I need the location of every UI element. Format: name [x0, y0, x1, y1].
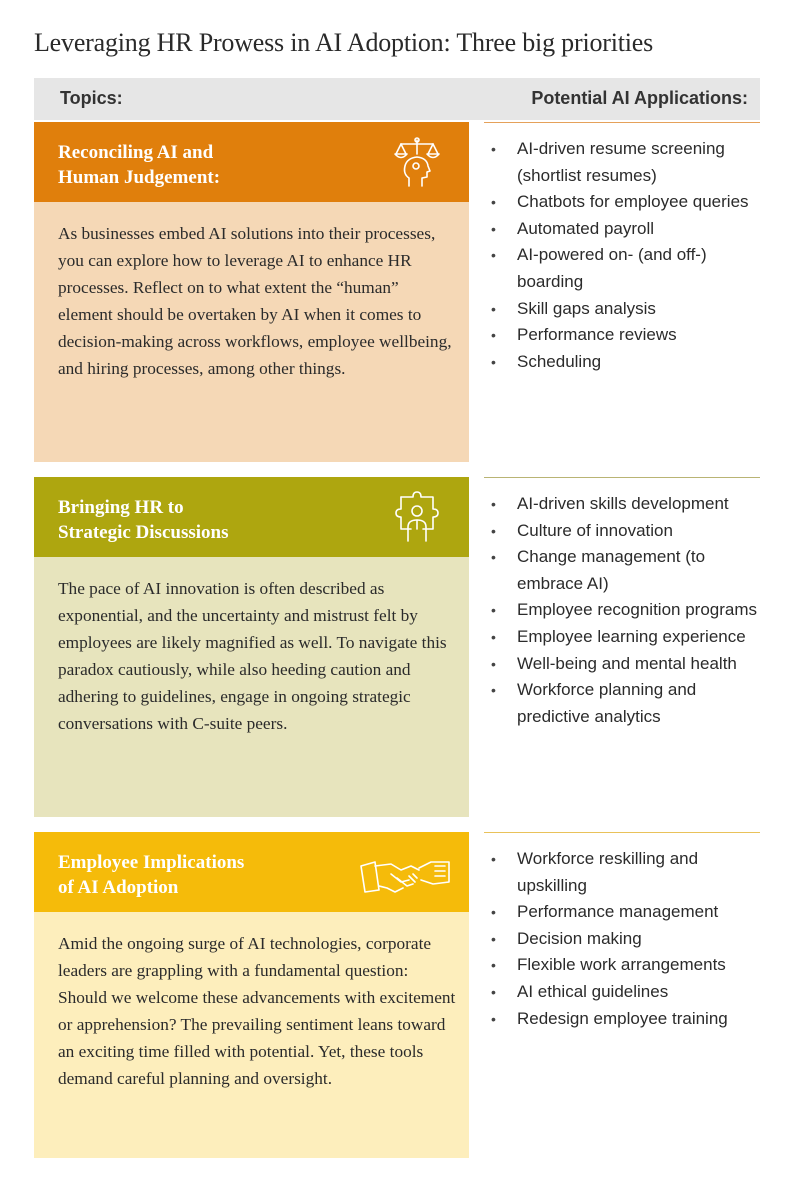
list-item: [491, 518, 761, 545]
scales-head-icon: [389, 134, 445, 190]
topic-header: [34, 832, 469, 912]
application-label: Redesign employee training: [517, 1008, 728, 1028]
topic-title: Bringing HR to Strategic Discussions: [58, 497, 229, 543]
list-item: [491, 322, 761, 349]
bullet-icon: •: [491, 930, 496, 947]
list-item: [491, 979, 761, 1006]
list-item: [491, 677, 761, 730]
applications-list: [491, 136, 761, 375]
list-item: [491, 242, 761, 295]
divider: [484, 122, 760, 123]
list-item: [491, 624, 761, 651]
application-label: AI-powered on- (and off-) boarding: [517, 245, 707, 291]
topic-header: [34, 477, 469, 557]
application-label: Change management (to embrace AI): [517, 547, 706, 593]
application-label: Performance management: [517, 902, 719, 922]
applications-list: [491, 491, 761, 730]
application-label: AI-driven skills development: [517, 494, 729, 513]
person-puzzle-icon: [389, 489, 445, 545]
header-applications: Potential AI Applications:: [531, 88, 748, 108]
bullet-icon: •: [491, 496, 496, 512]
list-item: [491, 926, 761, 953]
list-item: [491, 136, 761, 189]
bullet-icon: •: [491, 522, 496, 539]
topic-title: Employee Implications of AI Adoption: [58, 852, 245, 898]
bullet-icon: •: [491, 194, 496, 211]
table-header: [34, 78, 760, 120]
divider: [484, 477, 760, 478]
application-label: Automated payroll: [517, 218, 655, 238]
bullet-icon: •: [491, 655, 496, 672]
application-label: AI ethical guidelines: [517, 981, 669, 1001]
bullet-icon: •: [491, 851, 496, 867]
applications-list: [491, 846, 761, 1032]
application-label: Culture of innovation: [517, 520, 673, 540]
list-item: [491, 544, 761, 597]
bullet-icon: •: [491, 904, 496, 921]
topic-body: [34, 202, 469, 462]
bullet-icon: •: [491, 220, 496, 237]
topic-title: Reconciling AI and Human Judgement:: [58, 142, 221, 188]
bullet-icon: •: [491, 1010, 496, 1027]
bullet-icon: •: [491, 141, 496, 157]
robot-handshake-icon: [357, 844, 453, 900]
header-topics: Topics:: [60, 88, 123, 108]
list-item: [491, 349, 761, 376]
application-label: Decision making: [517, 928, 642, 948]
bullet-icon: •: [491, 957, 496, 974]
topic-body: [34, 557, 469, 817]
divider: [484, 832, 760, 833]
bullet-icon: •: [491, 327, 496, 344]
list-item: [491, 296, 761, 323]
application-label: Performance reviews: [517, 325, 677, 345]
application-label: AI-driven resume screening (shortlist resumes): [517, 139, 725, 185]
list-item: [491, 216, 761, 243]
application-label: Chatbots for employee queries: [517, 192, 749, 212]
application-label: Workforce planning and predictive analytics: [517, 680, 697, 726]
bullet-icon: •: [491, 300, 496, 317]
list-item: [491, 952, 761, 979]
application-label: Employee learning experience: [517, 626, 746, 646]
topic-body: [34, 912, 469, 1158]
list-item: [491, 651, 761, 678]
topic-description: As businesses embed AI solutions into their processes, you can explore how to leverage AI to enhance HR processes. Reflect on to what extent the “human” element should be overtaken by AI when it comes to decision-making across workflows, employee wellbeing, and hiring processes, among other things.: [58, 224, 452, 378]
application-label: Employee recognition programs: [517, 600, 758, 620]
bullet-icon: •: [491, 628, 496, 645]
bullet-icon: •: [491, 682, 496, 699]
application-label: Well-being and mental health: [517, 653, 737, 673]
bullet-icon: •: [491, 983, 496, 1000]
page-title: Leveraging HR Prowess in AI Adoption: Three big priorities: [34, 28, 654, 57]
application-label: Flexible work arrangements: [517, 955, 726, 975]
list-item: [491, 189, 761, 216]
list-item: [491, 597, 761, 624]
application-label: Workforce reskilling and upskilling: [517, 849, 699, 895]
list-item: [491, 1006, 761, 1033]
list-item: [491, 899, 761, 926]
bullet-icon: •: [491, 549, 496, 566]
list-item: [491, 491, 761, 518]
topic-description: Amid the ongoing surge of AI technologies, corporate leaders are grappling with a fundamental question: Should we welcome these advancements with excitement or apprehension? The prevailing sentiment leans toward an exciting time filled with potential. Yet, these tools demand careful planning and oversight.: [58, 934, 456, 1088]
list-item: [491, 846, 761, 899]
topic-header: [34, 122, 469, 202]
bullet-icon: •: [491, 247, 496, 264]
bullet-icon: •: [491, 353, 496, 370]
application-label: Scheduling: [517, 351, 602, 371]
topic-description: The pace of AI innovation is often described as exponential, and the uncertainty and mistrust felt by employees are likely magnified as well. To navigate this paradox cautiously, while also heeding caution and adhering to guidelines, engage in ongoing strategic conversations with C-suite peers.: [58, 579, 447, 733]
bullet-icon: •: [491, 602, 496, 619]
application-label: Skill gaps analysis: [517, 298, 656, 318]
